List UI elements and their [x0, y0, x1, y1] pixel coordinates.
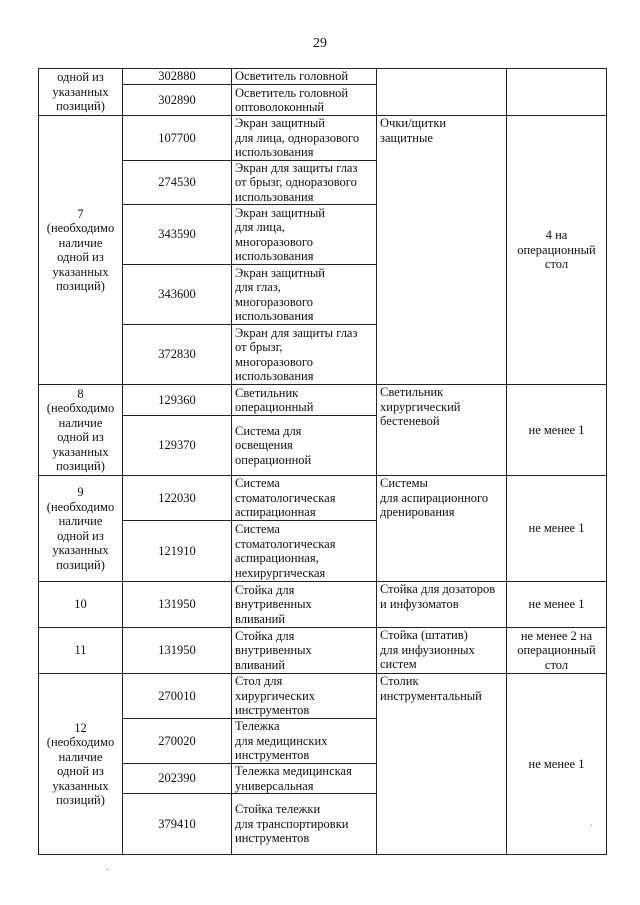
nomenclature-cell: Очки/щитки защитные: [377, 116, 507, 385]
quantity-cell: 4 на операционный стол: [507, 116, 607, 385]
code-cell: 343590: [123, 205, 232, 265]
nomenclature-cell: Светильник хирургический бестеневой: [377, 385, 507, 476]
group-cell: 12 (необходимо наличие одной из указанных позиций): [39, 674, 123, 855]
table-row: [39, 628, 607, 674]
quantity-cell: не менее 1: [507, 582, 607, 628]
code-cell: 372830: [123, 325, 232, 385]
group-cell: 10: [39, 582, 123, 628]
name-cell: Система для освещения операционной: [232, 416, 377, 476]
nomenclature-cell: Столик инструментальный: [377, 674, 507, 855]
name-cell: Стол для хирургических инструментов: [232, 674, 377, 719]
code-cell: 202390: [123, 764, 232, 794]
code-cell: 131950: [123, 582, 232, 628]
code-cell: 302880: [123, 69, 232, 85]
name-cell: Осветитель головной: [232, 69, 377, 85]
name-cell: Экран для защиты глаз от брызг, одноразового использования: [232, 160, 377, 205]
code-cell: 274530: [123, 160, 232, 205]
group-cell: одной из указанных позиций): [39, 69, 123, 116]
group-cell: 11: [39, 628, 123, 674]
group-cell: 8 (необходимо наличие одной из указанных позиций): [39, 385, 123, 476]
table-row: [39, 116, 607, 161]
nomenclature-cell: Стойка (штатив) для инфузионных систем: [377, 628, 507, 674]
code-cell: 129370: [123, 416, 232, 476]
table-row: [39, 476, 607, 521]
code-cell: 121910: [123, 521, 232, 582]
name-cell: Экран защитный для лица, одноразового использования: [232, 116, 377, 161]
code-cell: 302890: [123, 85, 232, 116]
page-number: 29: [313, 36, 327, 51]
quantity-cell: не менее 1: [507, 674, 607, 855]
name-cell: Светильник операционный: [232, 385, 377, 416]
code-cell: 379410: [123, 794, 232, 855]
code-cell: 129360: [123, 385, 232, 416]
group-cell: 7 (необходимо наличие одной из указанных позиций): [39, 116, 123, 385]
table-row: [39, 674, 607, 719]
name-cell: Экран защитный для лица, многоразового использования: [232, 205, 377, 265]
name-cell: Экран защитный для глаз, многоразового использования: [232, 265, 377, 325]
table-row: [39, 582, 607, 628]
quantity-cell: не менее 1: [507, 476, 607, 582]
nomenclature-cell: [377, 69, 507, 116]
code-cell: 122030: [123, 476, 232, 521]
name-cell: Экран для защиты глаз от брызг, многоразового использования: [232, 325, 377, 385]
name-cell: Стойка для внутривенных вливаний: [232, 582, 377, 628]
name-cell: Тележка для медицинских инструментов: [232, 719, 377, 764]
scan-speck: .: [590, 818, 593, 829]
name-cell: Стойка для внутривенных вливаний: [232, 628, 377, 674]
table-row: [39, 385, 607, 416]
code-cell: 107700: [123, 116, 232, 161]
equipment-table: [38, 68, 607, 855]
group-cell: 9 (необходимо наличие одной из указанных позиций): [39, 476, 123, 582]
scan-speck: .: [106, 862, 109, 873]
name-cell: Осветитель головной оптоволоконный: [232, 85, 377, 116]
quantity-cell: не менее 1: [507, 385, 607, 476]
code-cell: 343600: [123, 265, 232, 325]
code-cell: 270010: [123, 674, 232, 719]
name-cell: Система стоматологическая аспирационная: [232, 476, 377, 521]
code-cell: 131950: [123, 628, 232, 674]
name-cell: Стойка тележки для транспортировки инструментов: [232, 794, 377, 855]
nomenclature-cell: Системы для аспирационного дренирования: [377, 476, 507, 582]
name-cell: Тележка медицинская универсальная: [232, 764, 377, 794]
nomenclature-cell: Стойка для дозаторов и инфузоматов: [377, 582, 507, 628]
code-cell: 270020: [123, 719, 232, 764]
name-cell: Система стоматологическая аспирационная, нехирургическая: [232, 521, 377, 582]
quantity-cell: не менее 2 на операционный стол: [507, 628, 607, 674]
table-row: [39, 69, 607, 85]
quantity-cell: [507, 69, 607, 116]
